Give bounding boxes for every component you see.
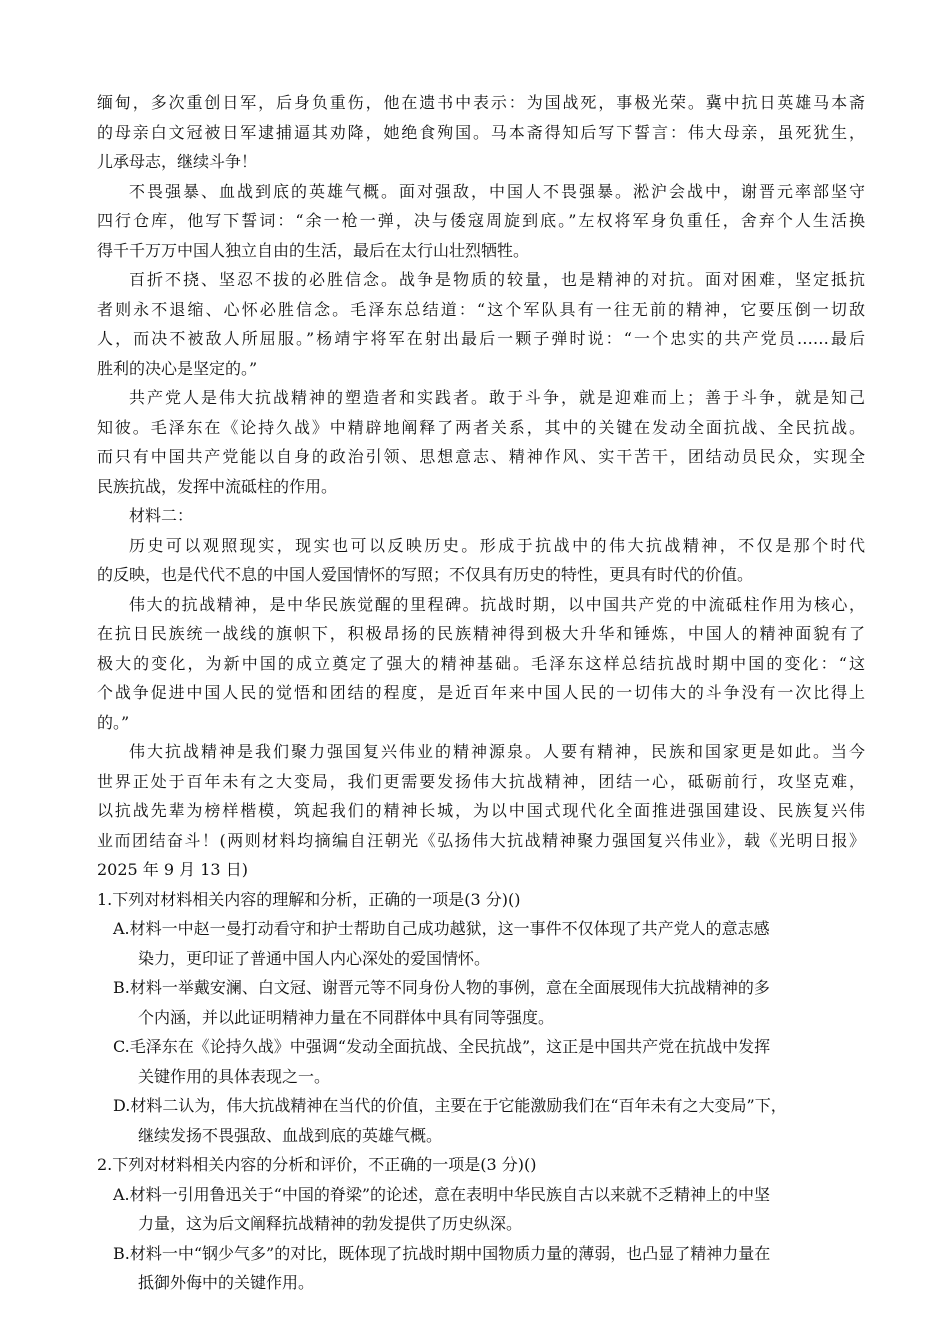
paragraph-material1-continued [97,88,865,177]
question-1 [97,885,865,1151]
text-line: 缅甸，多次重创日军，后身负重伤，他在遗书中表示：为国战死，事极光荣。冀中抗日英雄马本斋 [97,93,865,112]
paragraph-heroic-spirit [97,177,865,266]
option-text: 力量，这为后文阐释抗战精神的勃发提供了历史纵深。 [138,1214,523,1233]
option-c[interactable] [97,1032,865,1091]
text-line: 的母亲白文冠被日军逮捕逼其劝降，她绝食殉国。马本斋得知后写下誓言：伟大母亲，虽死犹生， [97,122,865,142]
paragraph-spiritual-source [97,737,865,885]
option-text: 染力，更印证了普通中国人内心深处的爱国情怀。 [138,948,491,968]
text-line: 共产党人是伟大抗战精神的塑造者和实践者。敢于斗争，就是迎难而上；善于斗争，就是知己 [129,388,865,407]
text-line: 百折不挠、坚忍不拔的必胜信念。战争是物质的较量，也是精神的对抗。面对困难，坚定抵抗 [129,270,865,289]
option-text: B.材料一中“钢少气多”的对比，既体现了抗战时期中国物质力量的薄弱，也凸显了精神力量在 [113,1243,771,1263]
option-text: 继续发扬不畏强敌、血战到底的英雄气概。 [138,1125,443,1145]
text-line: 极大的变化，为新中国的成立奠定了强大的精神基础。毛泽东这样总结抗战时期中国的变化：“这 [97,653,865,673]
option-text: A.材料一中赵一曼打动看守和护士帮助自己成功越狱，这一事件不仅体现了共产党人的意志感 [113,919,770,938]
paragraph-history-reality [97,531,865,590]
text-line: 民族抗战，发挥中流砥柱的作用。 [97,476,338,496]
text-line: 历史可以观照现实，现实也可以反映历史。形成于抗战中的伟大抗战精神，不仅是那个时代 [129,535,865,555]
text-line: 得千千万万中国人独立自由的生活，最后在太行山壮烈牺牲。 [97,240,530,260]
text-line: 的。” [97,712,130,732]
option-text: 个内涵，并以此证明精神力量在不同群体中具有同等强度。 [138,1007,555,1027]
text-line: 不畏强暴、血战到底的英雄气概。面对强敌，中国人不畏强暴。淞沪会战中，谢晋元率部坚守 [129,181,865,201]
text-line: 以抗战先辈为榜样楷模，筑起我们的精神长城，为以中国式现代化全面推进强国建设、民族复兴伟 [97,801,865,820]
question-2 [97,1150,865,1298]
question-stem: 2.下列对材料相关内容的分析和评价，不正确的一项是(3 分)() [97,1155,537,1174]
option-a[interactable] [97,914,865,973]
option-a[interactable] [97,1180,865,1239]
text-line: 胜利的决心是坚定的。” [97,358,258,378]
text-line: 世界正处于百年未有之大变局，我们更需要发扬伟大抗战精神，团结一心，砥砺前行，攻坚克难， [97,771,865,791]
text-line: 人，而决不被敌人所屈服。”杨靖宇将军在射出最后一颗子弹时说：“一个忠实的共产党员……最后 [97,329,865,348]
text-line: 者则永不退缩、心怀必胜信念。毛泽东总结道：“这个军队具有一往无前的精神，它要压倒一切敌 [97,299,865,319]
text-line: 知彼。毛泽东在《论持久战》中精辟地阐释了两者关系，其中的关键在发动全面抗战、全民抗战。 [97,417,865,437]
paragraph-communist-party [97,383,865,501]
option-text: C.毛泽东在《论持久战》中强调“发动全面抗战、全民抗战”，这正是中国共产党在抗战中发挥 [113,1037,771,1056]
paragraph-victory-belief [97,265,865,383]
option-b[interactable] [97,973,865,1032]
text-line: 伟大的抗战精神，是中华民族觉醒的里程碑。抗战时期，以中国共产党的中流砥柱作用为核心， [129,594,865,614]
option-text: B.材料一举戴安澜、白文冠、谢晋元等不同身份人物的事例，意在全面展现伟大抗战精神的多 [113,978,770,997]
text-line: 个战争促进中国人民的觉悟和团结的程度，是近百年来中国人民的一切伟大的斗争没有一次比得上 [97,683,865,702]
option-text: D.材料二认为，伟大抗战精神在当代的价值，主要在于它能激励我们在“百年未有之大变局”下， [113,1096,787,1115]
option-b[interactable] [97,1239,865,1298]
text-line: 的反映，也是代代不息的中国人爱国情怀的写照；不仅具有历史的特性，更具有时代的价值。 [97,565,754,584]
text-line: 业而团结奋斗！(两则材料均摘编自汪朝光《弘扬伟大抗战精神聚力强国复兴伟业》，载《光明日报》 [97,830,865,850]
question-stem: 1.下列对材料相关内容的理解和分析，正确的一项是(3 分)() [97,889,521,909]
text-line: 在抗日民族统一战线的旗帜下，积极昂扬的民族精神得到极大升华和锤炼，中国人的精神面貌有了 [97,624,865,643]
option-text: 抵御外侮中的关键作用。 [138,1273,315,1292]
paragraph-milestone [97,590,865,738]
text-line: 四行仓库，他写下誓词：“余一枪一弹，决与倭寇周旋到底。”左权将军身负重任，舍弃个人生活换 [97,211,865,230]
option-text: A.材料一引用鲁迅关于“中国的脊梁”的论述，意在表明中华民族自古以来就不乏精神上的中坚 [113,1184,771,1204]
option-d[interactable] [97,1091,865,1150]
text-line: 儿承母志，继续斗争！ [97,152,258,171]
material2-heading: 材料二： [129,506,194,525]
option-text: 关键作用的具体表现之一。 [138,1066,331,1086]
text-line: 而只有中国共产党能以自身的政治引领、思想意志、精神作风、实干苦干，团结动员民众，实现全 [97,447,865,466]
text-line: 伟大抗战精神是我们聚力强国复兴伟业的精神源泉。人要有精神，民族和国家更是如此。当今 [129,742,865,761]
source-citation: 2025 年 9 月 13 日) [97,860,248,879]
exam-page [97,88,865,1298]
